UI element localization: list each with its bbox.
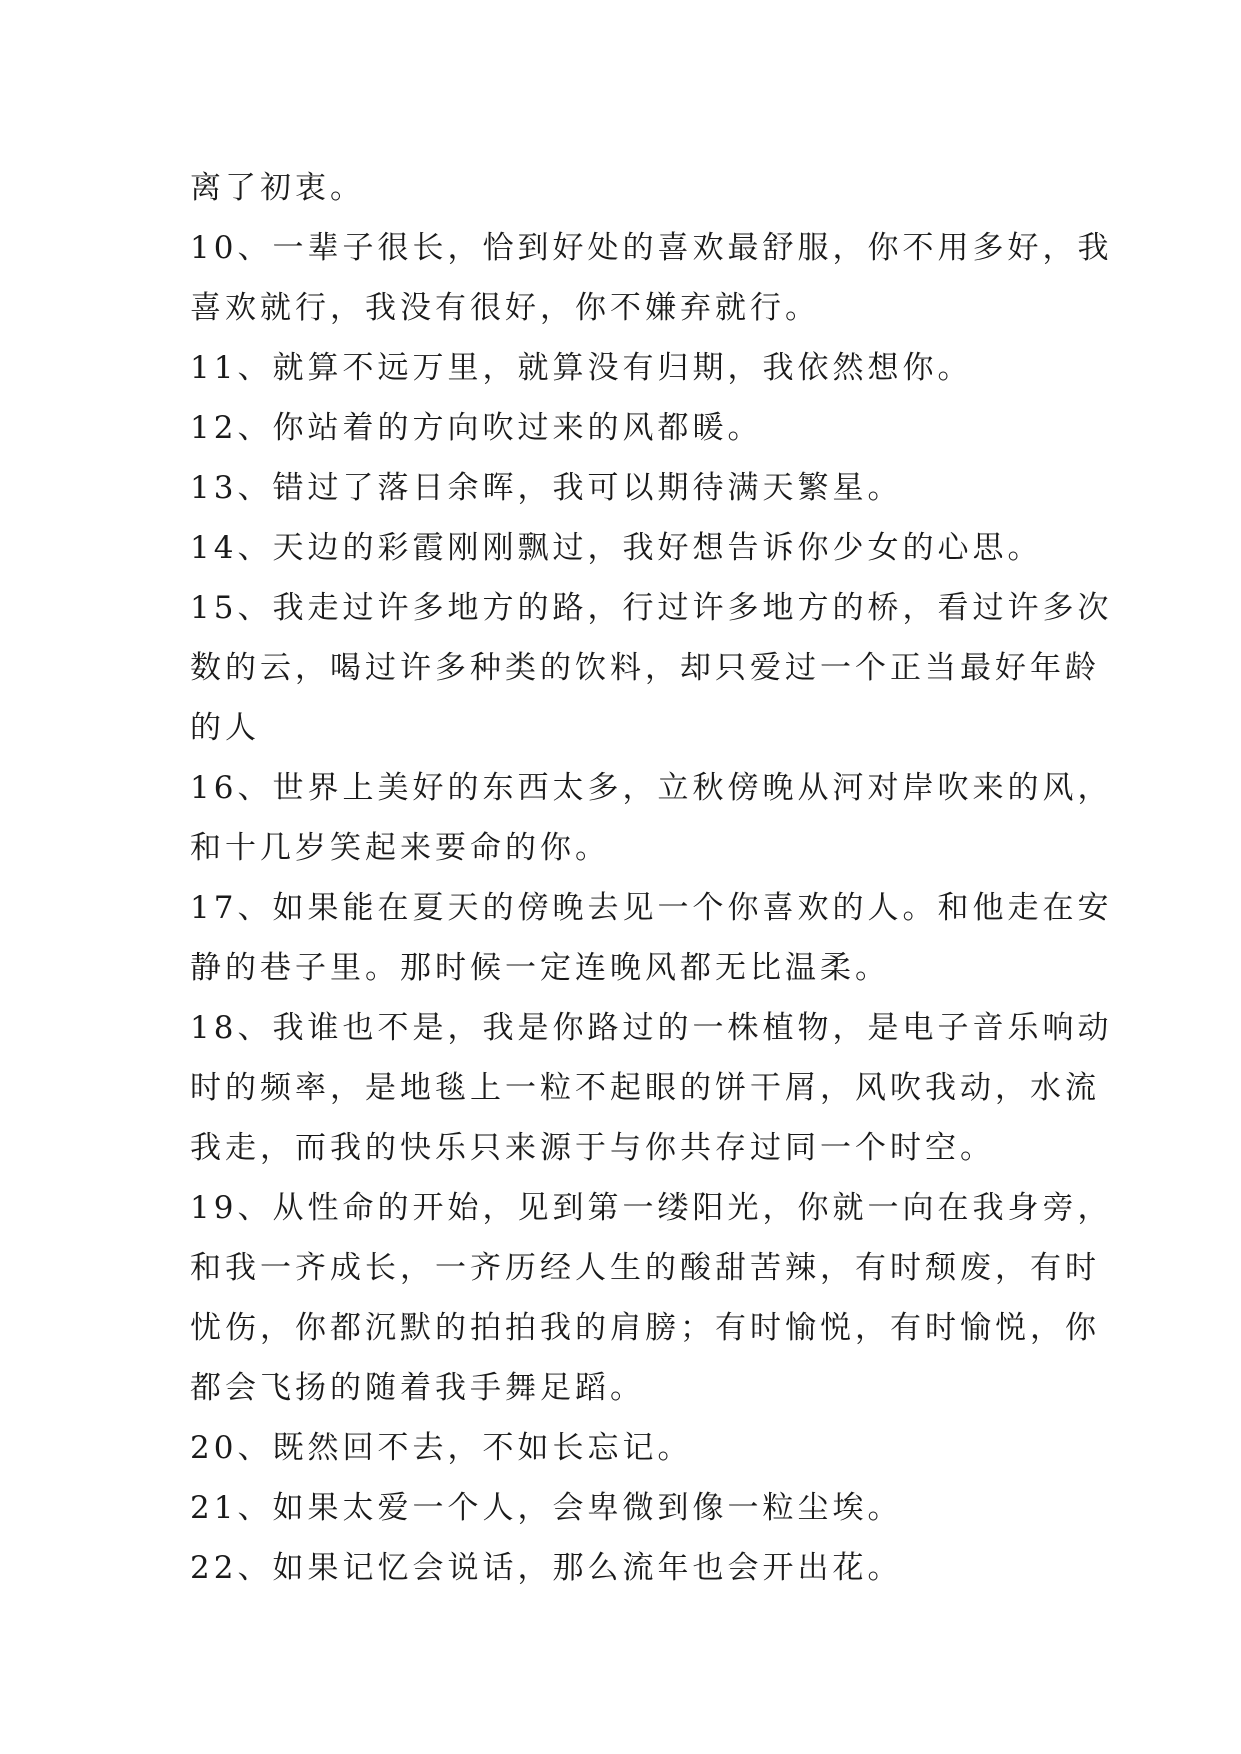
text-line: 忧伤，你都沉默的拍拍我的肩膀；有时愉悦，有时愉悦，你 — [190, 1310, 1100, 1346]
text-line: 16、世界上美好的东西太多，立秋傍晚从河对岸吹来的风， — [190, 770, 1113, 806]
text-line: 10、一辈子很长，恰到好处的喜欢最舒服，你不用多好，我 — [190, 230, 1113, 266]
text-line: 和我一齐成长，一齐历经人生的酸甜苦辣，有时颓废，有时 — [190, 1250, 1100, 1286]
text-line: 17、如果能在夏天的傍晚去见一个你喜欢的人。和他走在安 — [190, 890, 1113, 926]
document-body — [190, 158, 1113, 1598]
text-line: 13、错过了落日余晖，我可以期待满天繁星。 — [190, 470, 903, 506]
text-line: 11、就算不远万里，就算没有归期，我依然想你。 — [190, 350, 973, 386]
text-line: 18、我谁也不是，我是你路过的一株植物，是电子音乐响动 — [190, 1010, 1113, 1046]
text-line: 14、天边的彩霞刚刚飘过，我好想告诉你少女的心思。 — [190, 530, 1043, 566]
text-line: 时的频率，是地毯上一粒不起眼的饼干屑，风吹我动，水流 — [190, 1070, 1100, 1106]
text-line: 19、从性命的开始，见到第一缕阳光，你就一向在我身旁， — [190, 1190, 1113, 1226]
text-line: 20、既然回不去，不如长忘记。 — [190, 1430, 693, 1466]
text-line: 和十几岁笑起来要命的你。 — [190, 830, 610, 866]
text-line: 数的云，喝过许多种类的饮料，却只爱过一个正当最好年龄 — [190, 650, 1100, 686]
text-line: 12、你站着的方向吹过来的风都暖。 — [190, 410, 763, 446]
text-line: 静的巷子里。那时候一定连晚风都无比温柔。 — [190, 950, 890, 986]
text-line: 喜欢就行，我没有很好，你不嫌弃就行。 — [190, 290, 820, 326]
text-line: 我走，而我的快乐只来源于与你共存过同一个时空。 — [190, 1130, 995, 1166]
text-line: 离了初衷。 — [190, 170, 365, 206]
text-line: 的人 — [190, 710, 260, 746]
text-line: 15、我走过许多地方的路，行过许多地方的桥，看过许多次 — [190, 590, 1113, 626]
text-line: 都会飞扬的随着我手舞足蹈。 — [190, 1370, 645, 1406]
text-line: 22、如果记忆会说话，那么流年也会开出花。 — [190, 1550, 903, 1586]
text-line: 21、如果太爱一个人，会卑微到像一粒尘埃。 — [190, 1490, 903, 1526]
